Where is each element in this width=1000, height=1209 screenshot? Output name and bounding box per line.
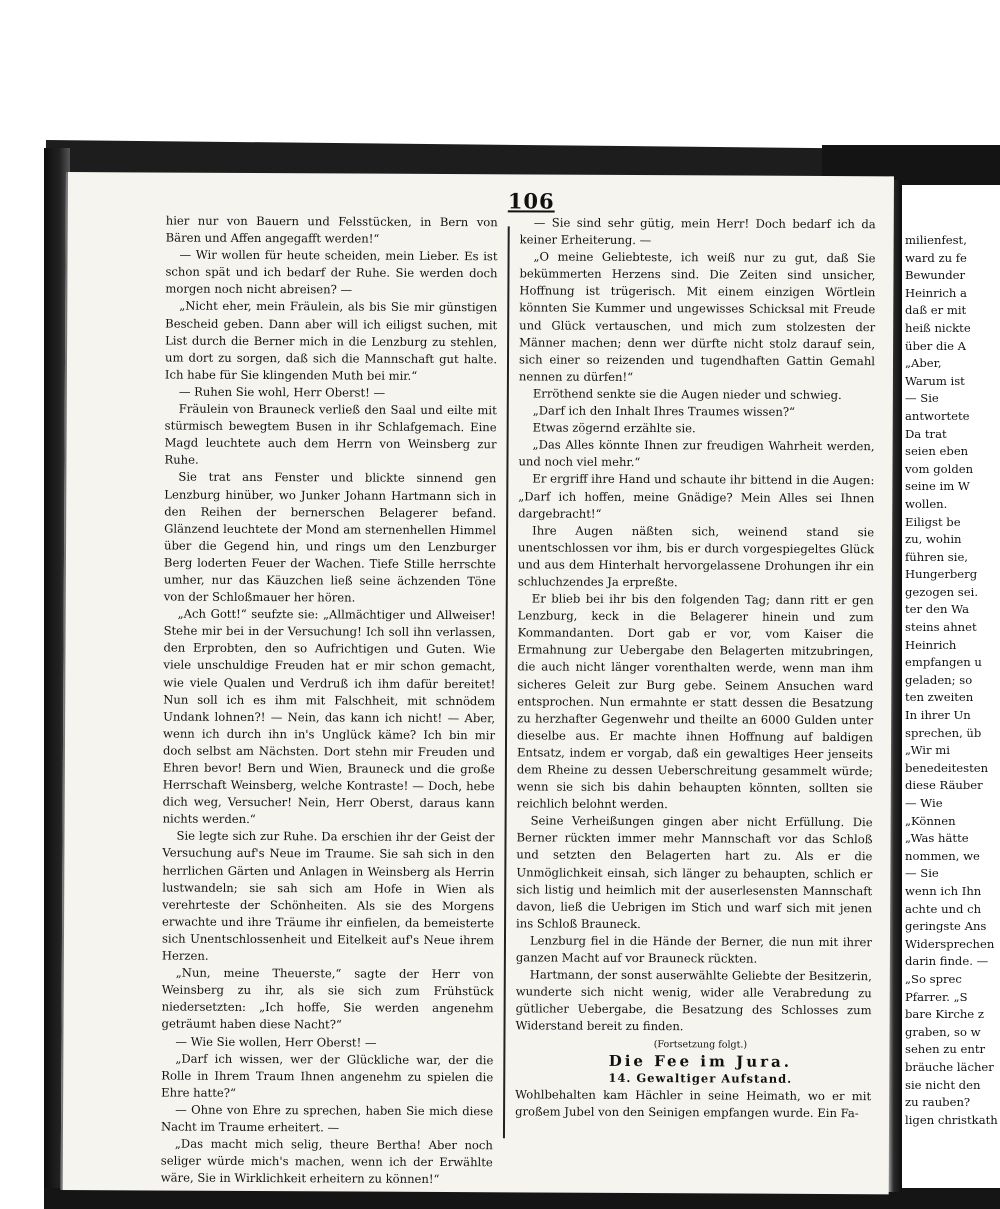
paragraph: Fräulein von Brauneck verließ den Saal und eilte mit stürmisch bewegtem Busen in ihr Schlafgemach. Eine Magd leuchtete auch dem Herrn von Weinsberg zur Ruhe. xyxy=(164,401,497,468)
paragraph: — Wir wollen für heute scheiden, mein Lieber. Es ist schon spät und ich bedarf der Ruhe. Sie werden doch morgen noch nicht abreisen? — xyxy=(165,247,498,297)
paragraph: — Sie sind sehr gütig, mein Herr! Doch bedarf ich da keiner Erheiterung. — xyxy=(519,215,876,248)
fragment-line: über die A xyxy=(905,338,967,353)
fragment-line: gezogen sei. xyxy=(905,584,979,599)
fragment-line: sprechen, üb xyxy=(905,725,982,740)
paragraph: „Das macht mich selig, theure Bertha! Aber noch seliger würde mich's machen, wenn ich der Erwählte wäre, Sie in Wirklichkeit erheitern zu können!“ xyxy=(160,1136,493,1187)
fragment-line: diese Räuber xyxy=(905,778,983,793)
fragment-line: antwortete xyxy=(905,408,970,423)
paragraph: Etwas zögernd erzählte sie. xyxy=(532,420,696,436)
fragment-line: Heinrich xyxy=(905,637,957,652)
fragment-line: „Wir mi xyxy=(905,743,950,758)
paragraph: Lenzburg fiel in die Hände der Berner, die nun mit ihrer ganzen Macht auf vor Brauneck rückten. xyxy=(515,933,873,966)
fragment-line: „Aber, xyxy=(905,356,942,371)
fragment-line: ten zweiten xyxy=(905,690,974,705)
paragraph: — Ohne von Ehre zu sprechen, haben Sie mich diese Nacht im Traume erheitert. — xyxy=(160,1102,494,1135)
section-subtitle: 14. Gewaltiger Aufstand. xyxy=(608,1070,793,1086)
section-title: Die Fee im Jura. xyxy=(608,1051,793,1071)
paragraph: Ihre Augen näßten sich, weinend stand sie unentschlossen vor ihm, bis er durch vorgespiegeltes Glück und aus dem Hinterhalt hervorgelassene Drohungen ihr ein schluchzendes Ja erpreßte. xyxy=(517,523,875,590)
fragment-line: Hungerberg xyxy=(905,567,978,582)
fragment-line: Warum ist xyxy=(905,373,965,388)
fragment-line: — Sie xyxy=(905,391,939,406)
paragraph: Er blieb bei ihr bis den folgenden Tag; dann ritt er gen Lenzburg, keck in die Belagerer hinein und zum Kommandanten. Dort gab er vor, vom Kaiser die Ermahnung zur Uebergabe den Belagerten mitzubringen, die auch nicht länger vorenthalten werde, wenn man ihm sicheres Geleit zur Burg gebe. Seinem Ansuchen ward entsprochen. Nun ermahnte er statt dessen die Besatzung zu herzhafter Gegenwehr und theilte an 6000 Gulden unter dieselbe aus. Er machte ihnen Hoffnung auf baldigen Entsatz, indem er vorgab, daß ein gewaltiges Heer jenseits dem Rheine zu dessen Ueberschreitung gesammelt würde; wenn sie sich bis dahin behaupten könnten, sollten sie reichlich belohnt werden. xyxy=(516,591,874,812)
book-page xyxy=(61,172,894,1194)
fragment-line: Da trat xyxy=(905,426,947,441)
fragment-line: bare Kirche z xyxy=(905,1007,984,1022)
paragraph: Sie legte sich zur Ruhe. Da erschien ihr der Geist der Versuchung auf's Neue im Traume. Sie sah sich in den herrlichen Gärten und Anlagen in Weinsberg als Herrin lustwandeln; sie sah sich am Hofe in Wien als verehrteste der Schönheiten. Als sie des Morgens erwachte und ihre Träume ihr einfielen, da bemeisterte sich Unentschlossenheit und Eitelkeit auf's Neue ihrem Herzen. xyxy=(161,828,495,963)
paragraph: hier nur von Bauern und Felsstücken, in Bern von Bären und Affen angegafft werden!“ xyxy=(165,213,498,246)
fragment-line: sehen zu entr xyxy=(905,1042,986,1057)
fragment-line: Eiligst be xyxy=(905,514,961,529)
fragment-line: daß er mit xyxy=(905,303,967,318)
fragment-line: „Können xyxy=(905,813,956,828)
paragraph: Sie trat ans Fenster und blickte sinnend gen Lenzburg hinüber, wo Junker Johann Hartmann sich in den Reihen der bernerschen Belagerer befand. Glänzend leuchtete der Mond am sternenhellen Himmel über die Gegend hin, und rings um den Lenzburger Berg loderten Feuer der Wachen. Tiefe Stille herrschte umher, nur das Käuzchen ließ seine ächzenden Töne von der Schloßmauer her hören. xyxy=(163,469,497,605)
fragment-line: In ihrer Un xyxy=(905,708,971,723)
left-text-column xyxy=(161,213,498,1189)
paragraph: „Nun, meine Theuerste,“ sagte der Herr von Weinsberg zu ihr, als sie sich zum Frühstück niedersetzten: „Ich hoffe, Sie werden angenehm geträumt haben diese Nacht?“ xyxy=(161,965,494,1032)
fragment-line: graben, so w xyxy=(905,1024,981,1039)
fragment-line: — Sie xyxy=(905,866,939,881)
paragraph: „Ach Gott!“ seufzte sie: „Allmächtiger und Allweiser! Stehe mir bei in der Versuchung! Ich soll ihn verlassen, den Erprobten, den so Aufrichtigen und Guten. Wie viele unschuldige Freuden hat er mir schon gemacht, wie viele Qualen und Verdruß ich ihm dafür bereitet! Nun soll ich es ihm mit Falschheit, mit schnödem Undank lohnen?! — Nein, das kann ich nicht! — Aber, wenn ich durch ihn in's Unglück käme? Ich bin mir doch selbst am Nächsten. Dort stehn mir Freuden und Ehren bevor! Bern und Wien, Brauneck und die große Herrschaft Weinsberg, welche Kontraste! — Doch, hebe dich weg, Versucher! Nein, Herr Oberst, daraus kann nichts werden.“ xyxy=(162,606,496,827)
fragment-line: geladen; so xyxy=(905,672,973,687)
fragment-line: achte und ch xyxy=(905,901,982,916)
fragment-line: steins ahnet xyxy=(905,620,977,635)
page-number: 106 xyxy=(507,188,555,214)
paragraph: „Das Alles könnte Ihnen zur freudigen Wahrheit werden, und noch viel mehr.“ xyxy=(518,437,875,470)
paragraph: Wohlbehalten kam Hächler in seine Heimath, wo er mit großem Jubel von den Seinigen empfangen wurde. Ein Fa- xyxy=(515,1087,872,1121)
paragraph: Seine Verheißungen gingen aber nicht Erfüllung. Die Berner rückten immer mehr Mannschaft vor das Schloß und setzten den Belagerten hart zu. Als er die Unmöglichkeit einsah, sich länger zu behaupten, schlich er sich listig und heimlich mit der auserlesensten Mannschaft davon, ließ die Uebrigen im Stich und warf sich mit jenen ins Schloß Brauneck. xyxy=(516,813,873,931)
fragment-line: Widersprechen xyxy=(905,936,995,951)
fragment-line: Bewunder xyxy=(905,268,966,283)
fragment-line: wenn ich Ihn xyxy=(905,883,982,898)
fragment-line: nommen, we xyxy=(905,848,980,863)
paragraph: „Darf ich den Inhalt Ihres Traumes wissen?“ xyxy=(532,403,796,419)
fragment-line: ligen christkath xyxy=(905,1112,998,1127)
fragment-line: sie nicht den xyxy=(905,1077,981,1092)
fragment-line: ward zu fe xyxy=(905,250,967,265)
paragraph: Hartmann, der sonst auserwählte Geliebte der Besitzerin, wunderte sich nicht wenig, wider alle Verabredung zu gütlicher Uebergabe, die Besatzung des Schlosses zum Widerstand bereit zu finden. xyxy=(515,967,872,1034)
fragment-line: milienfest, xyxy=(905,233,967,247)
continuation-note: (Fortsetzung folgt.) xyxy=(653,1038,748,1051)
paragraph: „O meine Geliebteste, ich weiß nur zu gut, daß Sie bekümmerten Herzens sind. Die Zeiten sind unsicher, Hoffnung ist trügerisch. Mit einem einzigen Wörtlein könnten Sie Kummer und ungewisses Schicksal mit Freude und Glück vertauschen, und mich zum stolzesten der Männer machen; denn wer dürfte nicht stolz darauf sein, sich einer so reizenden und tugendhaften Gattin Gemahl nennen zu dürfen!“ xyxy=(518,249,876,384)
fragment-line: seine im W xyxy=(905,479,970,494)
paragraph: — Ruhen Sie wohl, Herr Oberst! — xyxy=(178,384,386,400)
fragment-line: Heinrich a xyxy=(905,285,967,300)
fragment-line: ter den Wa xyxy=(905,602,970,617)
fragment-line: wollen. xyxy=(905,496,948,511)
fragment-line: seien eben xyxy=(905,444,969,459)
paragraph: Er ergriff ihre Hand und schaute ihr bittend in die Augen: „Darf ich hoffen, meine Gnädige? Mein Alles sei Ihnen dargebracht!“ xyxy=(518,471,875,521)
paragraph: Erröthend senkte sie die Augen nieder und schwieg. xyxy=(532,386,842,403)
fragment-line: — Wie xyxy=(905,796,943,810)
paragraph: — Wie Sie wollen, Herr Oberst! — xyxy=(175,1034,377,1050)
fragment-line: benedeitesten xyxy=(905,760,989,775)
fragment-line: bräuche lächer xyxy=(905,1059,994,1074)
fragment-line: zu, wohin xyxy=(905,532,962,547)
paragraph: „Nicht eher, mein Fräulein, als bis Sie mir günstigen Bescheid geben. Dann aber will ich eiligst suchen, mit List durch die Berner mich in die Lenzburg zu stehlen, um dort zu sorgen, daß sich die Mannschaft gut halte. Ich habe für Sie klingenden Muth bei mir.“ xyxy=(164,299,498,383)
fragment-line: heiß nickte xyxy=(905,320,971,335)
fragment-line: Pfarrer. „S xyxy=(905,989,968,1004)
column-divider xyxy=(503,226,510,1138)
fragment-line: führen sie, xyxy=(905,549,968,564)
fragment-line: geringste Ans xyxy=(905,919,987,934)
fragment-line: „Was hätte xyxy=(905,831,969,846)
fragment-line: „So sprec xyxy=(905,971,962,986)
fragment-line: darin finde. — xyxy=(905,954,989,969)
fragment-line: vom golden xyxy=(905,461,974,476)
fragment-line: zu rauben? xyxy=(905,1095,971,1110)
paragraph: „Darf ich wissen, wer der Glückliche war, der die Rolle in Ihrem Traum Ihnen angenehm zu spielen die Ehre hatte?“ xyxy=(161,1051,494,1100)
middle-text-column xyxy=(515,214,876,1122)
right-page-fragment-column xyxy=(905,232,1000,1129)
fragment-line: empfangen u xyxy=(905,655,982,670)
